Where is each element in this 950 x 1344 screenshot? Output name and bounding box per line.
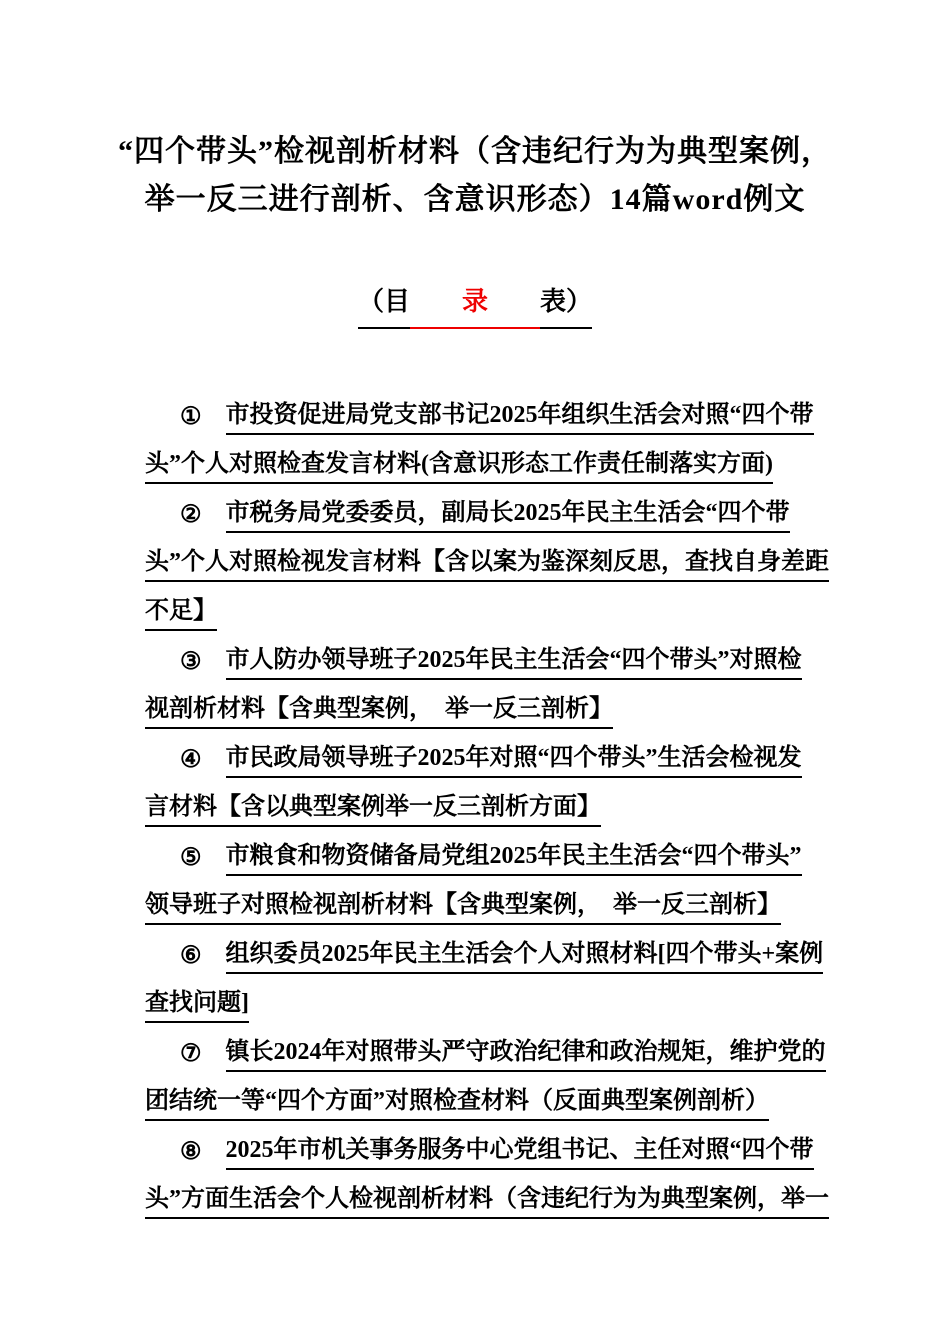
toc-item-number: ④	[180, 747, 202, 773]
toc-item	[145, 827, 890, 925]
document-title-line-1: “四个带头”检视剖析材料（含违纪行为为典型案例，	[118, 135, 832, 168]
toc-item-number: ①	[180, 404, 202, 430]
toc-item-number: ⑤	[180, 845, 202, 871]
toc-item-number: ②	[180, 502, 202, 528]
toc-item-text: 头”个人对照检视发言材料【含以案为鉴深刻反思，查找自身差距	[145, 541, 829, 582]
toc-item-text: 市粮食和物资储备局党组2025年民主生活会“四个带头”	[226, 835, 802, 876]
toc-item-text: 不足】	[145, 590, 217, 631]
toc-item-text: 头”个人对照检查发言材料(含意识形态工作责任制落实方面)	[145, 443, 773, 484]
toc-heading-open: （目	[358, 278, 410, 329]
toc-item-number: ③	[180, 649, 202, 675]
toc-heading-spacer-1	[410, 278, 462, 329]
toc-item-number: ⑦	[180, 1041, 202, 1067]
toc-item-text: 市税务局党委委员，副局长2025年民主生活会“四个带	[226, 492, 790, 533]
toc-heading-red-char: 录	[462, 278, 488, 329]
toc-item	[145, 1121, 890, 1219]
toc-item-text: 团结统一等“四个方面”对照检查材料（反面典型案例剖析）	[145, 1080, 769, 1121]
toc-item	[145, 484, 890, 631]
toc-item-text: 领导班子对照检视剖析材料【含典型案例， 举一反三剖析】	[145, 884, 781, 925]
toc-item	[145, 729, 890, 827]
toc-heading-close: 表）	[540, 278, 592, 329]
toc-item-text: 组织委员2025年民主生活会个人对照材料[四个带头+案例	[226, 933, 824, 974]
toc-item-text: 头”方面生活会个人检视剖析材料（含违纪行为为典型案例，举一	[145, 1178, 829, 1219]
toc-item-text: 查找问题]	[145, 982, 249, 1023]
toc-list	[145, 386, 890, 1219]
toc-item-text: 视剖析材料【含典型案例， 举一反三剖析】	[145, 688, 613, 729]
toc-item	[145, 386, 890, 484]
toc-item-text: 市民政局领导班子2025年对照“四个带头”生活会检视发	[226, 737, 802, 778]
document-title	[60, 128, 890, 224]
toc-item-text: 市投资促进局党支部书记2025年组织生活会对照“四个带	[226, 394, 814, 435]
toc-heading	[0, 278, 950, 329]
toc-item-text: 镇长2024年对照带头严守政治纪律和政治规矩，维护党的	[226, 1031, 826, 1072]
toc-item-text: 2025年市机关事务服务中心党组书记、主任对照“四个带	[226, 1129, 814, 1170]
toc-item-number: ⑧	[180, 1139, 202, 1165]
toc-item	[145, 1023, 890, 1121]
document-title-line-2: 举一反三进行剖析、含意识形态）14篇word例文	[144, 183, 806, 216]
toc-item	[145, 631, 890, 729]
toc-item-text: 市人防办领导班子2025年民主生活会“四个带头”对照检	[226, 639, 802, 680]
toc-item-text: 言材料【含以典型案例举一反三剖析方面】	[145, 786, 601, 827]
toc-item-number: ⑥	[180, 943, 202, 969]
toc-heading-spacer-2	[488, 278, 540, 329]
toc-item	[145, 925, 890, 1023]
